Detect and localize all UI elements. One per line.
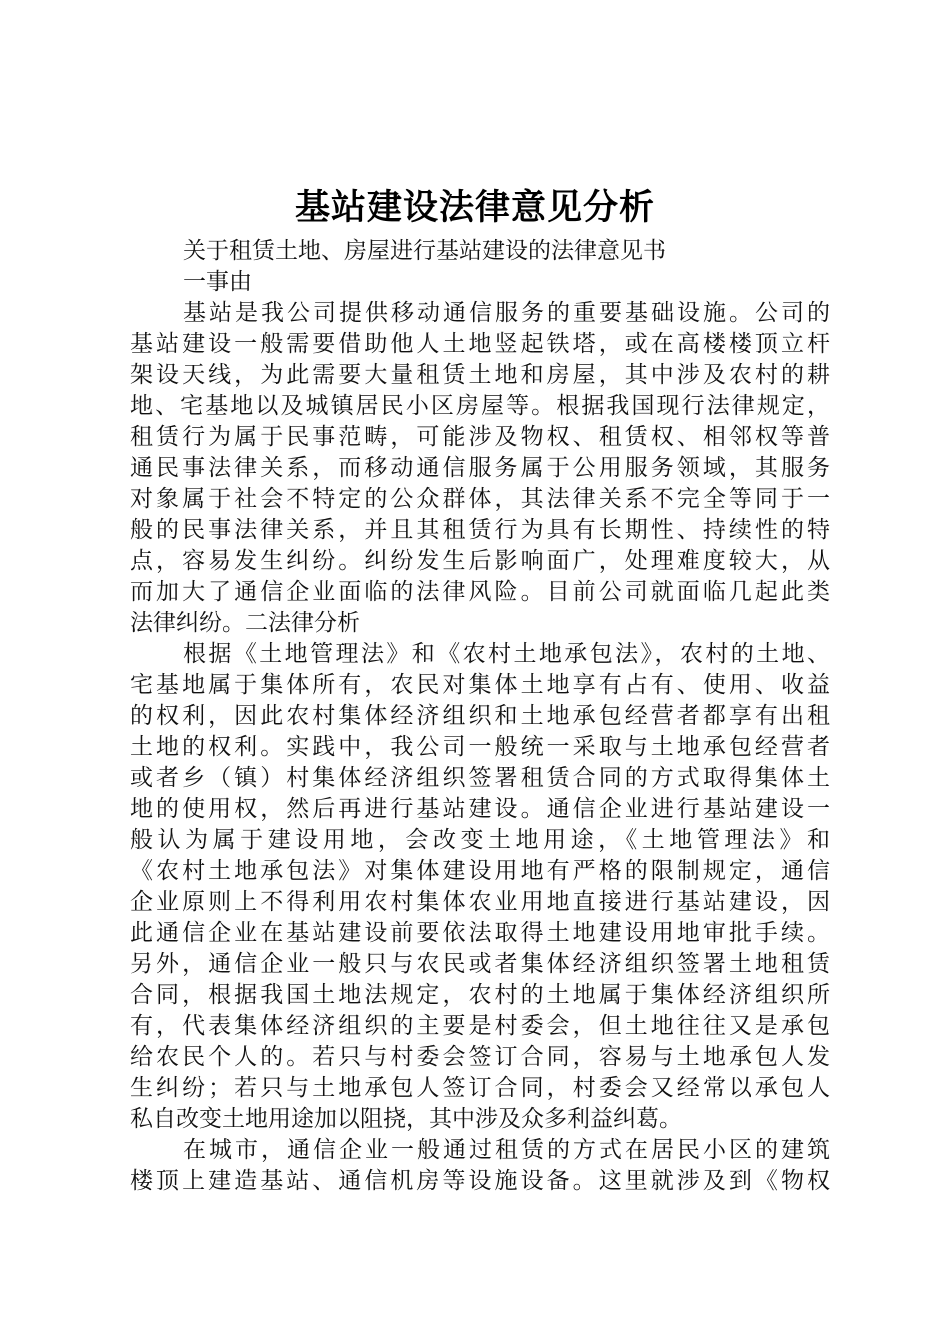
paragraph-line: 点，容易发生纠纷。纠纷发生后影响面广，处理难度较大，从 <box>130 548 830 574</box>
paragraph-line: 根据《土地管理法》和《农村土地承包法》，农村的土地、 <box>183 641 830 667</box>
paragraph-line: 地、宅基地以及城镇居民小区房屋等。根据我国现行法律规定， <box>130 393 830 419</box>
paragraph-line: 给农民个人的。若只与村委会签订合同，容易与土地承包人发 <box>130 1044 830 1070</box>
paragraph-line: 般认为属于建设用地，会改变土地用途，《土地管理法》和 <box>130 827 830 853</box>
paragraph-line: 对象属于社会不特定的公众群体，其法律关系不完全等同于一 <box>130 486 830 512</box>
paragraph-line: 基站建设一般需要借助他人土地竖起铁塔，或在高楼楼顶立杆 <box>130 331 830 357</box>
section-heading: 一事由 <box>183 269 252 295</box>
paragraph-line: 生纠纷；若只与土地承包人签订合同，村委会又经常以承包人 <box>130 1075 830 1101</box>
paragraph-line: 《农村土地承包法》对集体建设用地有严格的限制规定，通信 <box>130 858 830 884</box>
paragraph-line: 或者乡（镇）村集体经济组织签署租赁合同的方式取得集体土 <box>130 765 830 791</box>
document-title: 基站建设法律意见分析 <box>294 187 655 228</box>
paragraph-line: 的权利，因此农村集体经济组织和土地承包经营者都享有出租 <box>130 703 830 729</box>
paragraph-line: 架设天线，为此需要大量租赁土地和房屋，其中涉及农村的耕 <box>130 362 830 388</box>
paragraph-line: 而加大了通信企业面临的法律风险。目前公司就面临几起此类 <box>130 579 830 605</box>
paragraph-line: 地的使用权，然后再进行基站建设。通信企业进行基站建设一 <box>130 796 830 822</box>
paragraph-line: 私自改变土地用途加以阻挠，其中涉及众多利益纠葛。 <box>130 1106 682 1132</box>
paragraph-line: 土地的权利。实践中，我公司一般统一采取与土地承包经营者 <box>130 734 830 760</box>
paragraph-line: 基站是我公司提供移动通信服务的重要基础设施。公司的 <box>183 300 830 326</box>
paragraph-line: 合同，根据我国土地法规定，农村的土地属于集体经济组织所 <box>130 982 830 1008</box>
paragraph-line: 通民事法律关系，而移动通信服务属于公用服务领域，其服务 <box>130 455 830 481</box>
paragraph-line: 租赁行为属于民事范畴，可能涉及物权、租赁权、相邻权等普 <box>130 424 830 450</box>
paragraph-line: 有，代表集体经济组织的主要是村委会，但土地往往又是承包 <box>130 1013 830 1039</box>
paragraph-line: 另外，通信企业一般只与农民或者集体经济组织签署土地租赁 <box>130 951 830 977</box>
paragraph-line: 宅基地属于集体所有，农民对集体土地享有占有、使用、收益 <box>130 672 830 698</box>
paragraph-line: 法律纠纷。二法律分析 <box>130 610 360 636</box>
paragraph-line: 在城市，通信企业一般通过租赁的方式在居民小区的建筑 <box>183 1137 830 1163</box>
paragraph-line: 企业原则上不得利用农村集体农业用地直接进行基站建设，因 <box>130 889 830 915</box>
paragraph-line: 楼顶上建造基站、通信机房等设施设备。这里就涉及到《物权 <box>130 1168 830 1194</box>
paragraph-line: 此通信企业在基站建设前要依法取得土地建设用地审批手续。 <box>130 920 830 946</box>
subtitle-line: 关于租赁土地、房屋进行基站建设的法律意见书 <box>183 238 666 264</box>
paragraph-line: 般的民事法律关系，并且其租赁行为具有长期性、持续性的特 <box>130 517 830 543</box>
